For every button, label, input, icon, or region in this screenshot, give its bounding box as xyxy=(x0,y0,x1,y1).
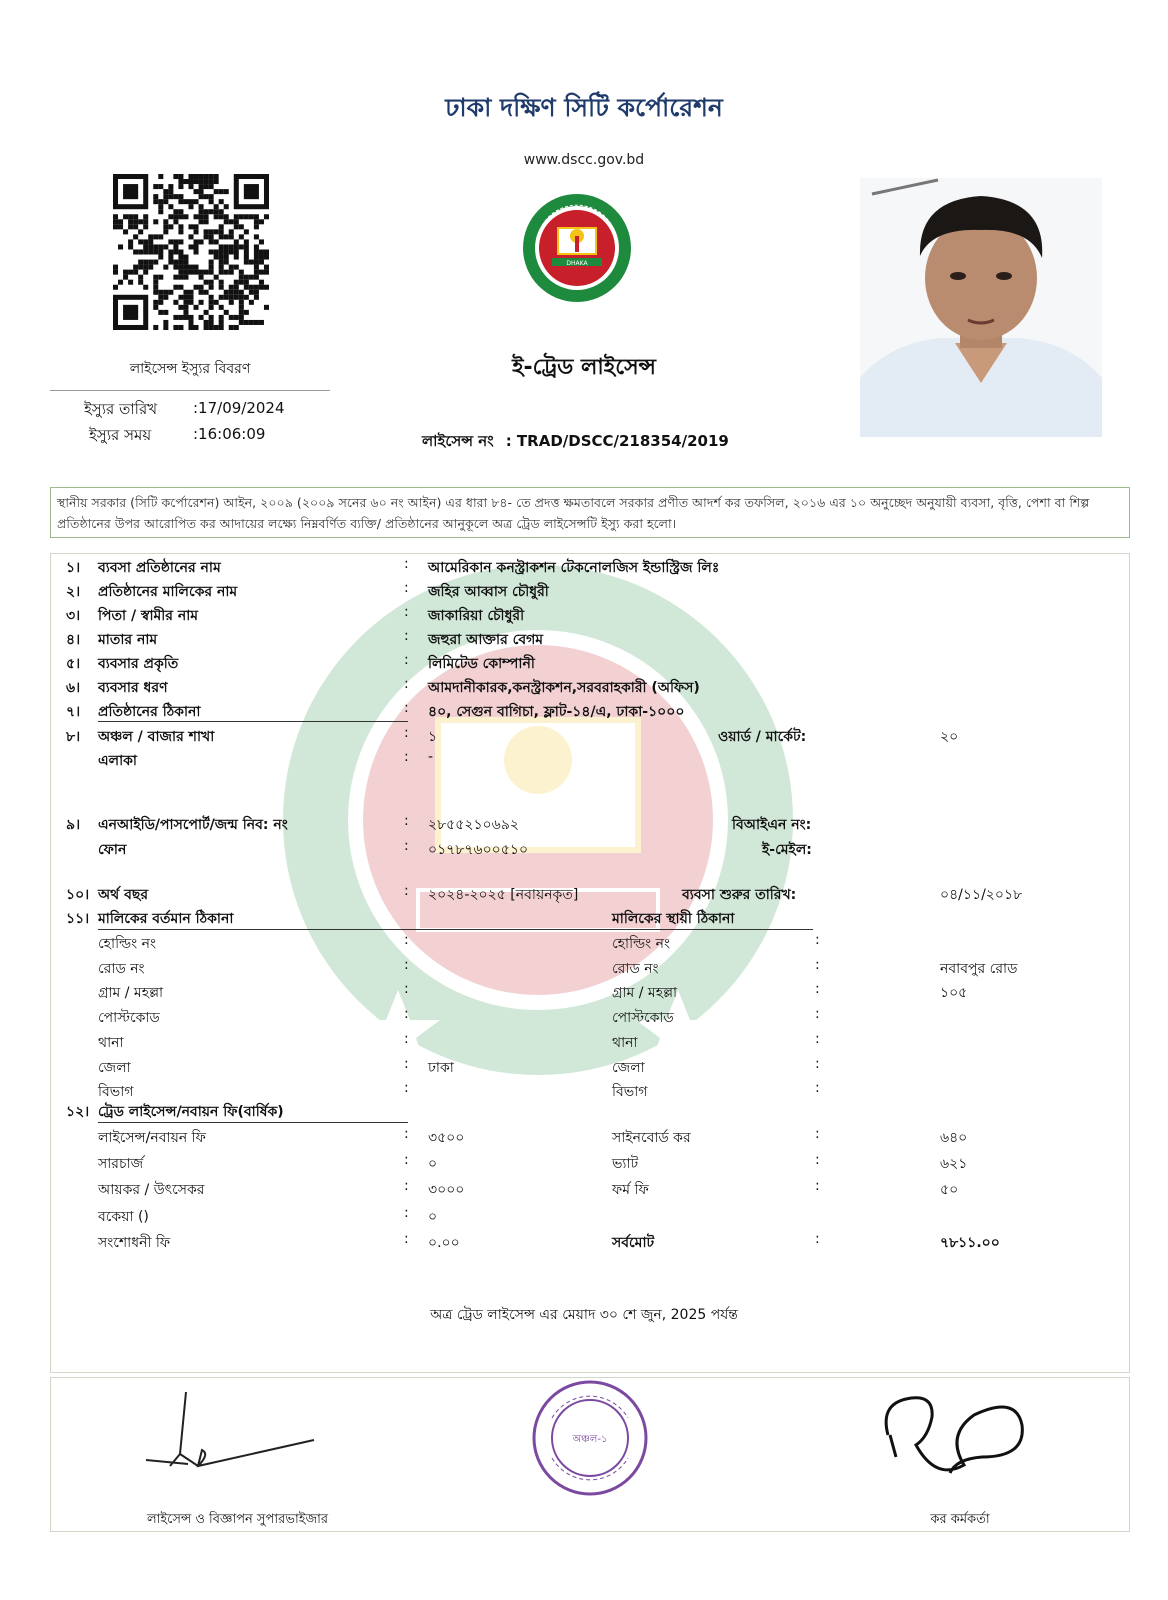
field-number: ১০। xyxy=(66,887,90,903)
official-seal xyxy=(530,1378,650,1498)
permanent-address-field-label: বিভাগ xyxy=(612,1084,648,1101)
father-name-value: জাকারিয়া চৌধুরী xyxy=(428,608,525,624)
emblem-text: DHAKA xyxy=(566,260,588,267)
dscc-emblem-logo xyxy=(522,190,632,305)
business-name-label: ব্যবসা প্রতিষ্ঠানের নাম xyxy=(98,560,221,576)
fees-heading: ট্রেড লাইসেন্স/নবায়ন ফি(বার্ষিক) xyxy=(98,1104,284,1120)
colon: : xyxy=(404,749,409,765)
field-number: ৫। xyxy=(66,656,81,672)
fee-label: ফর্ম ফি xyxy=(612,1182,649,1198)
colon: : xyxy=(404,981,409,998)
nid-label: এনআইডি/পাসপোর্ট/জন্ম নিব: নং xyxy=(98,817,288,833)
qr-code xyxy=(113,174,269,330)
section-rule xyxy=(98,721,408,722)
preamble-text: স্থানীয় সরকার (সিটি কর্পোরেশন) আইন, ২০০৯ (২০০৯ সনের ৬০ নং আইন) এর ধারা ৮৪- তে প্রদত্ত ক্ষমতাবলে সরকার প্রণীত আদর্শ কর তফসিল, ২০১৬ এর ১০ অনুচ্ছেদ অনুযায়ী ব্যবসা, বৃত্তি, পেশা বা শিল্প প্রতিষ্ঠানের উপর আরোপিত কর আদায়ের লক্ষ্যে নিম্নবর্ণিত ব্যক্তি/ প্রতিষ্ঠানের আনুকূলে অত্র ট্রেড লাইসেন্সটি ইস্যু করা হলো। xyxy=(50,487,1130,538)
business-start-date-value: ০৪/১১/২০১৮ xyxy=(940,887,1023,903)
ward-label: ওয়ার্ড / মার্কেট: xyxy=(718,729,807,745)
nid-value: ২৮৫৫২১০৬৯২ xyxy=(428,817,519,833)
colon: : xyxy=(815,956,820,973)
colon: : xyxy=(404,700,409,716)
business-type-value: আমদানীকারক,কনস্ট্রাকশন,সরবরাহকারী (অফিস) xyxy=(428,680,700,696)
fee-label: লাইসেন্স/নবায়ন ফি xyxy=(98,1130,206,1146)
father-name-label: পিতা / স্বামীর নাম xyxy=(98,608,199,624)
phone-label: ফোন xyxy=(98,842,127,858)
fee-value: ৩০০০ xyxy=(428,1182,465,1198)
present-address-field-value: ঢাকা xyxy=(428,1059,454,1076)
colon: : xyxy=(404,676,409,692)
business-address-label: প্রতিষ্ঠানের ঠিকানা xyxy=(98,704,201,720)
field-number: ৯। xyxy=(66,817,81,833)
colon: : xyxy=(404,580,409,596)
document-title-header: ঢাকা দক্ষিণ সিটি কর্পোরেশন xyxy=(445,93,723,122)
email-label: ই-মেইল: xyxy=(762,842,812,858)
tax-officer-signature xyxy=(876,1385,1036,1490)
colon: : xyxy=(815,1178,820,1194)
license-number xyxy=(422,430,729,455)
field-number: ১। xyxy=(66,560,81,576)
colon: : xyxy=(404,956,409,973)
owner-photo xyxy=(860,178,1102,437)
fee-value: ০ xyxy=(428,1156,438,1172)
colon: : xyxy=(404,652,409,668)
area-label: এলাকা xyxy=(98,753,137,769)
colon: : xyxy=(815,932,820,948)
qr-caption: লাইসেন্স ইস্যুর বিবরণ xyxy=(129,361,251,377)
colon: : xyxy=(404,604,409,620)
permanent-address-heading: মালিকের স্থায়ী ঠিকানা xyxy=(612,911,735,927)
colon: : xyxy=(404,1126,409,1142)
field-number: ৮। xyxy=(66,729,81,745)
fee-label: সাইনবোর্ড কর xyxy=(612,1130,691,1146)
license-number-value: : TRAD/DSCC/218354/2019 xyxy=(505,432,729,450)
fee-label: বকেয়া () xyxy=(98,1209,149,1225)
fee-label: আয়কর / উৎসেকর xyxy=(98,1182,205,1198)
permanent-address-field-label: রোড নং xyxy=(612,960,659,977)
zone-value: ১ xyxy=(428,729,438,745)
colon: : xyxy=(815,1055,820,1072)
colon: : xyxy=(404,1080,409,1097)
colon: : xyxy=(404,1055,409,1072)
field-number: ১১। xyxy=(66,911,90,927)
field-number: ৭। xyxy=(66,704,81,720)
present-address-field-label: বিভাগ xyxy=(98,1084,134,1101)
present-address-field-label: হোল্ডিং নং xyxy=(98,936,156,952)
issue-date-value: :17/09/2024 xyxy=(193,399,285,417)
colon: : xyxy=(404,725,409,741)
present-address-field-label: রোড নং xyxy=(98,960,145,977)
colon: : xyxy=(815,1006,820,1023)
zone-label: অঞ্চল / বাজার শাখা xyxy=(98,729,215,745)
permanent-address-field-label: গ্রাম / মহল্লা xyxy=(612,985,678,1002)
present-address-field-label: জেলা xyxy=(98,1059,131,1076)
colon: : xyxy=(815,1152,820,1168)
supervisor-signature xyxy=(140,1384,320,1494)
fiscal-year-value: ২০২৪-২০২৫ [নবায়নকৃত] xyxy=(428,887,579,903)
colon: : xyxy=(815,1030,820,1047)
bin-label: বিআইএন নং: xyxy=(732,817,812,833)
colon: : xyxy=(404,932,409,948)
fee-value: ০.০০ xyxy=(428,1235,460,1251)
colon: : xyxy=(404,1178,409,1194)
field-number: ৪। xyxy=(66,632,81,648)
colon: : xyxy=(404,838,409,854)
seal-text: অঞ্চল-১ xyxy=(572,1434,608,1445)
colon: : xyxy=(815,1126,820,1142)
colon: : xyxy=(404,1006,409,1023)
fee-value: ৫০ xyxy=(940,1182,959,1198)
colon: : xyxy=(404,813,409,829)
colon: : xyxy=(404,883,409,899)
business-type-label: ব্যবসার ধরণ xyxy=(98,680,168,696)
colon: : xyxy=(815,1231,820,1247)
owner-name-value: জহির আব্বাস চৌধুরী xyxy=(428,584,549,600)
present-address-heading: মালিকের বর্তমান ঠিকানা xyxy=(98,911,234,927)
colon: : xyxy=(404,628,409,644)
total-label: সর্বমোট xyxy=(612,1235,655,1251)
business-nature-label: ব্যবসার প্রকৃতি xyxy=(98,656,179,672)
fee-label: সারচার্জ xyxy=(98,1156,144,1172)
total-value: ৭৮১১.০০ xyxy=(940,1235,1000,1251)
field-number: ২। xyxy=(66,584,81,600)
fee-label: সংশোধনী ফি xyxy=(98,1235,171,1251)
fee-value: ০ xyxy=(428,1209,438,1225)
fee-value: ৬৪০ xyxy=(940,1130,968,1146)
colon: : xyxy=(404,556,409,572)
area-value: - xyxy=(428,749,434,765)
section-rule xyxy=(98,929,813,930)
fiscal-year-label: অর্থ বছর xyxy=(98,887,149,903)
permanent-address-field-label: পোস্টকোড xyxy=(612,1010,674,1027)
issue-time-value: :16:06:09 xyxy=(193,425,266,443)
business-name-value: আমেরিকান কনস্ট্রাকশন টেকনোলজিস ইন্ডাস্ট্রিজ লিঃ xyxy=(428,560,720,576)
colon: : xyxy=(815,981,820,998)
mother-name-value: জহুরা আক্তার বেগম xyxy=(428,632,544,648)
colon: : xyxy=(404,1152,409,1168)
colon: : xyxy=(815,1080,820,1097)
section-rule xyxy=(98,1122,408,1123)
phone-value: ০১৭৮৭৬০০৫১০ xyxy=(428,842,529,858)
issue-time-label: ইস্যুর সময় xyxy=(89,426,152,444)
supervisor-signature-label: লাইসেন্স ও বিজ্ঞাপন সুপারভাইজার xyxy=(146,1512,329,1527)
permanent-address-field-label: জেলা xyxy=(612,1059,645,1076)
present-address-field-label: থানা xyxy=(98,1034,124,1051)
business-start-date-label: ব্যবসা শুরুর তারিখ: xyxy=(682,887,797,903)
business-address-value: ৪০, সেগুন বাগিচা, ফ্লাট-১৪/এ, ঢাকা-১০০০ xyxy=(428,704,685,720)
business-nature-value: লিমিটেড কোম্পানী xyxy=(428,656,535,672)
permanent-address-field-label: হোল্ডিং নং xyxy=(612,936,670,952)
tax-officer-signature-label: কর কর্মকর্তা xyxy=(930,1512,990,1527)
permanent-address-field-value: ১০৫ xyxy=(940,985,968,1002)
website-url: www.dscc.gov.bd xyxy=(523,152,645,168)
colon: : xyxy=(404,1205,409,1221)
validity-note: অত্র ট্রেড লাইসেন্স এর মেয়াদ ৩০ শে জুন, 2025 পর্যন্ত xyxy=(430,1307,738,1323)
fee-label: ভ্যাট xyxy=(612,1156,639,1172)
field-number: ৩। xyxy=(66,608,81,624)
permanent-address-field-value: নবাবপুর রোড xyxy=(940,960,1018,977)
owner-name-label: প্রতিষ্ঠানের মালিকের নাম xyxy=(98,584,238,600)
permanent-address-field-label: থানা xyxy=(612,1034,638,1051)
issue-date-label: ইস্যুর তারিখ xyxy=(84,400,158,418)
license-number-label: লাইসেন্স নং xyxy=(422,432,494,450)
mother-name-label: মাতার নাম xyxy=(98,632,158,648)
fee-value: ৬২১ xyxy=(940,1156,968,1172)
ward-value: ২০ xyxy=(940,729,959,745)
field-number: ৬। xyxy=(66,680,81,696)
e-trade-license-title: ই-ট্রেড লাইসেন্স xyxy=(512,355,656,380)
divider xyxy=(50,390,330,391)
present-address-field-label: গ্রাম / মহল্লা xyxy=(98,985,164,1002)
colon: : xyxy=(404,1030,409,1047)
colon: : xyxy=(404,1231,409,1247)
field-number: ১২। xyxy=(66,1104,90,1120)
present-address-field-label: পোস্টকোড xyxy=(98,1010,160,1027)
fee-value: ৩৫০০ xyxy=(428,1130,465,1146)
